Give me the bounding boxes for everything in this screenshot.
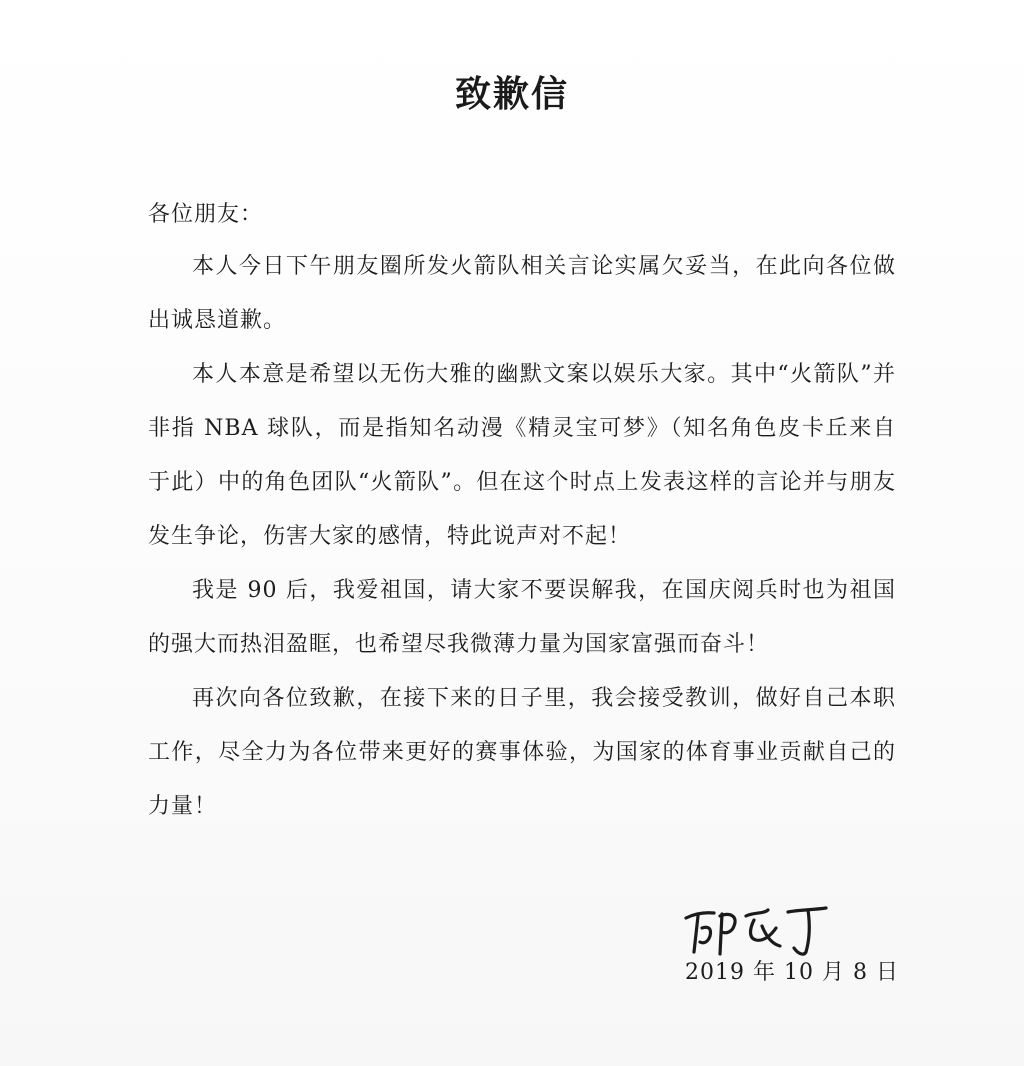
paragraph-4: 再次向各位致歉，在接下来的日子里，我会接受教训，做好自己本职工作，尽全力为各位带来更好的赛事体验，为国家的体育事业贡献自己的力量！ — [148, 686, 896, 819]
handwritten-signature — [680, 898, 850, 962]
paragraph-2: 本人本意是希望以无伤大雅的幽默文案以娱乐大家。其中“火箭队”并非指 NBA 球队，而是指知名动漫《精灵宝可梦》（知名角色皮卡丘来自于此）中的角色团队“火箭队”。但在这个时点上发表这样的言论并与朋友发生争论，伤害大家的感情，特此说声对不起！ — [148, 362, 896, 549]
paragraph-1: 本人今日下午朋友圈所发火箭队相关言论实属欠妥当，在此向各位做出诚恳道歉。 — [148, 254, 896, 333]
paragraph-3: 我是 90 后，我爱祖国，请大家不要误解我，在国庆阅兵时也为祖国的强大而热泪盈眶，也希望尽我微薄力量为国家富强而奋斗！ — [148, 578, 896, 657]
letter-title: 致歉信 — [454, 74, 569, 115]
salutation: 各位朋友： — [148, 202, 264, 227]
letter-date: 2019 年 10 月 8 日 — [685, 960, 899, 985]
letter-body — [148, 190, 896, 834]
